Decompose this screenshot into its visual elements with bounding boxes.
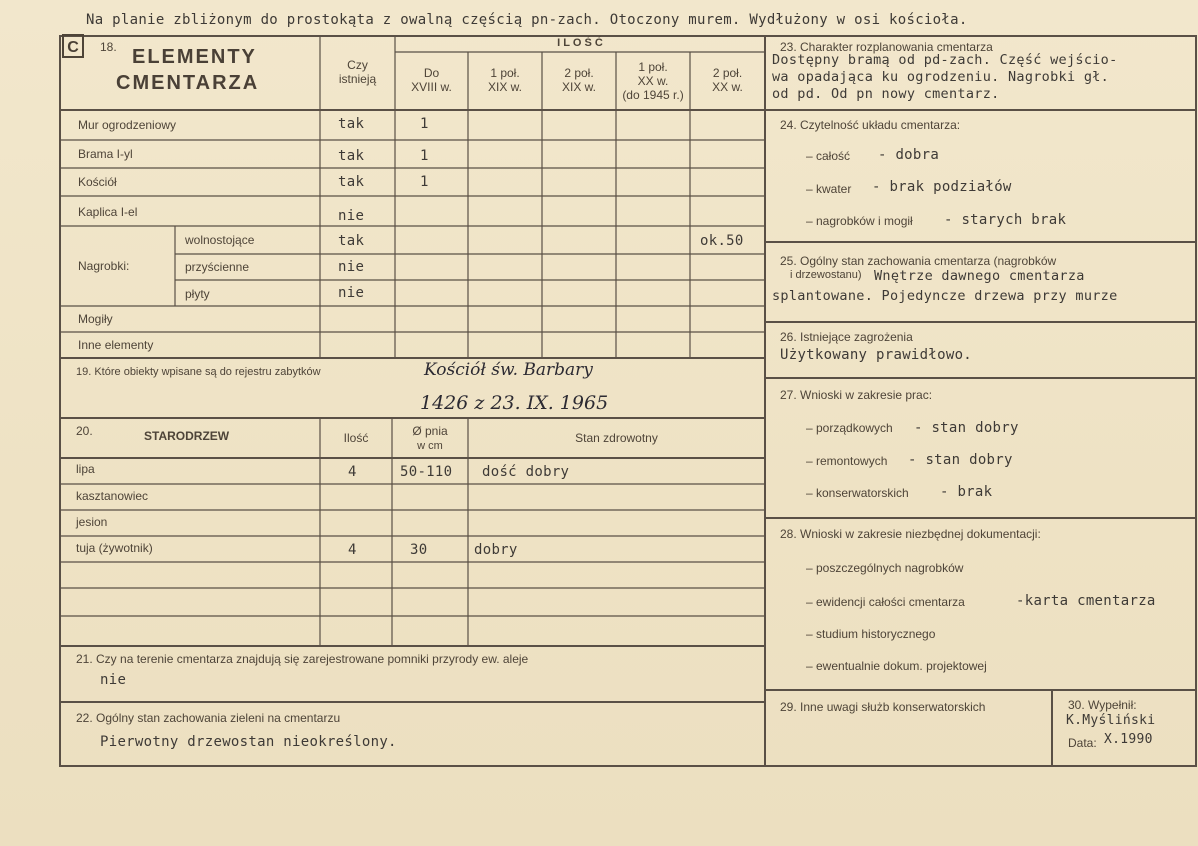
s24-item-value-1: - dobra	[878, 147, 940, 163]
col-qty: I L O Ś Ć	[557, 37, 603, 49]
s27-item-label-1: – porządkowych	[806, 421, 893, 435]
s24-item-label-3: – nagrobków i mogił	[806, 214, 913, 228]
s20-col-count: Ilość	[343, 431, 369, 445]
tree-name-1: lipa	[76, 462, 95, 476]
row-qty-kosciol: 1	[420, 174, 429, 190]
tree-count-4: 4	[348, 542, 357, 558]
qty-col-4c: (do 1945 r.)	[622, 88, 684, 102]
s30-name: K.Myśliński	[1066, 713, 1156, 728]
tree-name-3: jesion	[76, 515, 108, 529]
s22-answer: Pierwotny drzewostan nieokreślony.	[100, 734, 397, 750]
nagrobki-exists-3: nie	[338, 285, 365, 301]
s20-col-diam-2: w cm	[417, 440, 443, 452]
row-qty-mur: 1	[420, 116, 429, 132]
qty-col-2a: 1 poł.	[490, 66, 520, 80]
row-label-mur: Mur ogrodzeniowy	[78, 118, 177, 132]
row-exists-brama: tak	[338, 148, 365, 164]
qty-col-5b: XX w.	[712, 80, 743, 94]
s25-line-2: splantowane. Pojedyncze drzewa przy murze	[772, 288, 1118, 304]
s30-question: 30. Wypełnił:	[1068, 698, 1137, 712]
tree-diam-1: 50-110	[400, 464, 453, 480]
s28-item-value-2: -karta cmentarza	[1016, 593, 1156, 609]
s19-handwritten-2: 1426 z 23. IX. 1965	[420, 392, 609, 414]
section-letter: C	[62, 34, 84, 58]
row-qty-brama: 1	[420, 148, 429, 164]
s28-item-label-1: – poszczególnych nagrobków	[806, 561, 964, 575]
s27-question: 27. Wnioski w zakresie prac:	[780, 388, 933, 402]
s24-item-value-2: - brak podziałów	[872, 179, 1012, 195]
col-exists-1: Czy	[347, 58, 368, 72]
col-exists-2: istnieją	[338, 72, 377, 86]
tree-count-1: 4	[348, 464, 357, 480]
s24-question: 24. Czytelność układu cmentarza:	[780, 118, 961, 132]
s20-col-health: Stan zdrowotny	[575, 431, 658, 445]
s28-item-label-2: – ewidencji całości cmentarza	[806, 595, 965, 609]
qty-col-2b: XIX w.	[487, 80, 522, 94]
nagrobki-qty-late-1: ok.50	[700, 233, 744, 249]
tree-name-4: tuja (żywotnik)	[76, 541, 153, 555]
nagrobki-exists-2: nie	[338, 259, 365, 275]
s19-question: 19. Które obiekty wpisane są do rejestru zabytków	[76, 366, 321, 378]
tree-health-4: dobry	[474, 542, 518, 558]
row-exists-mur: tak	[338, 116, 365, 132]
s20-title: STARODRZEW	[144, 429, 230, 443]
s25-question-2: i drzewostanu)	[790, 269, 862, 281]
nagrobki-sub-1: wolnostojące	[185, 233, 255, 247]
qty-col-3b: XIX w.	[561, 80, 596, 94]
s27-item-label-2: – remontowych	[806, 454, 888, 468]
row-exists-kosciol: tak	[338, 174, 365, 190]
s20-col-diam-1: Ø pnia	[412, 424, 448, 438]
s28-item-label-4: – ewentualnie dokum. projektowej	[806, 659, 987, 673]
s22-question: 22. Ogólny stan zachowania zieleni na cmentarzu	[76, 711, 341, 725]
qty-col-1a: Do	[423, 66, 440, 80]
s29-question: 29. Inne uwagi służb konserwatorskich	[780, 700, 986, 714]
tree-health-1: dość dobry	[482, 464, 570, 480]
top-note: Na planie zbliżonym do prostokąta z owalną częścią pn-zach. Otoczony murem. Wydłużony w osi kościoła.	[86, 12, 968, 28]
s18-num: 18.	[100, 40, 117, 54]
s30-date-label: Data:	[1068, 736, 1097, 750]
row-label-brama: Brama I-yl	[78, 147, 133, 161]
s20-num: 20.	[76, 424, 93, 438]
s28-item-label-3: – studium historycznego	[806, 627, 936, 641]
s27-item-value-1: - stan dobry	[914, 420, 1019, 436]
s23-question: 23. Charakter rozplanowania cmentarza	[780, 40, 993, 54]
row-label-kaplica: Kaplica I-el	[78, 205, 138, 219]
s18-title-1: ELEMENTY	[132, 46, 257, 68]
row-label-inne: Inne elementy	[78, 338, 154, 352]
row-label-mogily: Mogiły	[78, 312, 113, 326]
s21-answer: nie	[100, 672, 127, 688]
row-label-nagrobki: Nagrobki:	[78, 259, 130, 273]
s27-item-value-3: - brak	[940, 484, 993, 500]
s25-question: 25. Ogólny stan zachowania cmentarza (nagrobków	[780, 254, 1057, 268]
s19-handwritten-1: Kościół św. Barbary	[424, 360, 593, 380]
s24-item-label-1: – całość	[806, 149, 851, 163]
tree-diam-4: 30	[410, 542, 428, 558]
qty-col-4a: 1 poł.	[638, 60, 668, 74]
qty-col-3a: 2 poł.	[564, 66, 594, 80]
s21-question: 21. Czy na terenie cmentarza znajdują się zarejestrowane pomniki przyrody ew. aleje	[76, 652, 529, 666]
s26-question: 26. Istniejące zagrożenia	[780, 330, 913, 344]
s24-item-label-2: – kwater	[806, 182, 852, 196]
tree-name-2: kasztanowiec	[76, 489, 149, 503]
s18-title-2: CMENTARZA	[116, 72, 260, 94]
qty-col-1b: XVIII w.	[411, 80, 452, 94]
s23-line-3: od pd. Od pn nowy cmentarz.	[772, 86, 1000, 102]
qty-col-4b: XX w.	[637, 74, 669, 88]
s27-item-label-3: – konserwatorskich	[806, 486, 909, 500]
nagrobki-sub-3: płyty	[185, 287, 210, 301]
row-exists-kaplica: nie	[338, 208, 365, 224]
nagrobki-exists-1: tak	[338, 233, 365, 249]
qty-col-5a: 2 poł.	[712, 66, 743, 80]
row-label-kosciol: Kościół	[78, 175, 117, 189]
s26-answer: Użytkowany prawidłowo.	[780, 347, 973, 363]
s27-item-value-2: - stan dobry	[908, 452, 1013, 468]
s23-line-1: Dostępny bramą od pd-zach. Część wejścio-	[772, 52, 1118, 68]
s24-item-value-3: - starych brak	[944, 212, 1067, 228]
nagrobki-sub-2: przyścienne	[185, 260, 250, 274]
s25-line-1: Wnętrze dawnego cmentarza	[874, 268, 1085, 284]
s23-line-2: wa opadająca ku ogrodzeniu. Nagrobki gł.	[772, 69, 1110, 85]
s28-question: 28. Wnioski w zakresie niezbędnej dokumentacji:	[780, 527, 1041, 541]
s30-date: X.1990	[1104, 732, 1153, 747]
